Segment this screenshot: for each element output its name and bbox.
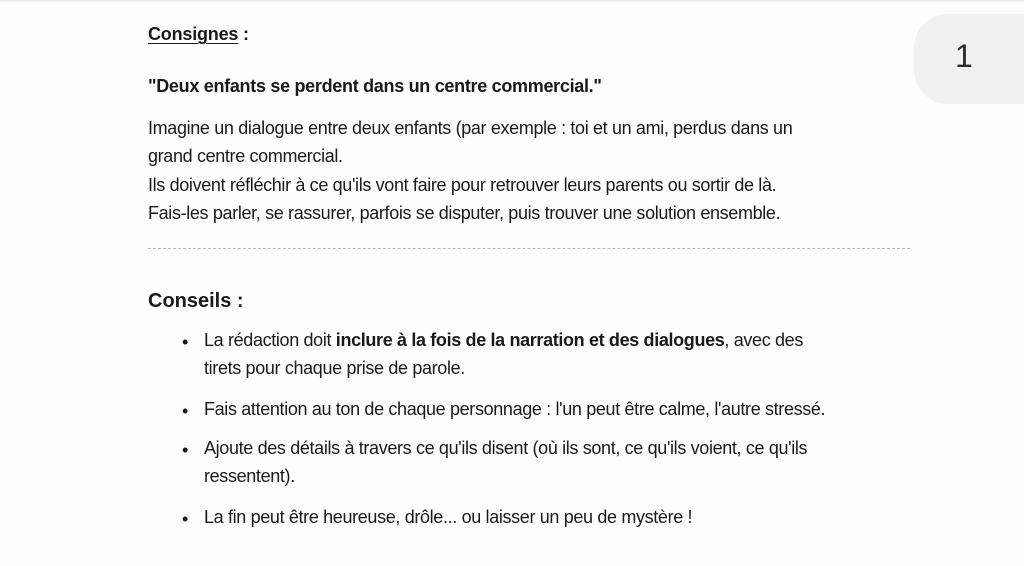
conseils-heading: Conseils :: [148, 290, 244, 312]
tip-4-line-1: La fin peut être heureuse, drôle... ou laisser un peu de mystère !: [204, 507, 693, 527]
tip-3-line-2: ressentent).: [204, 466, 295, 486]
tip-3-line-1: Ajoute des détails à travers ce qu'ils disent (où ils sont, ce qu'ils voient, ce qu'ils: [204, 438, 808, 458]
instruction-line-4: Fais-les parler, se rassurer, parfois se disputer, puis trouver une solution ensemble.: [148, 203, 781, 223]
consignes-heading: [148, 24, 249, 45]
tip-1-suffix: , avec des: [724, 330, 803, 350]
consignes-heading-colon: :: [238, 24, 249, 44]
bullet-2-icon: •: [182, 401, 189, 421]
tip-1-line-2: tirets pour chaque prise de parole.: [204, 358, 465, 378]
tip-2-line-1: Fais attention au ton de chaque personnage : l'un peut être calme, l'autre stressé.: [204, 399, 826, 419]
bullet-4-icon: •: [182, 509, 189, 529]
instruction-line-1: Imagine un dialogue entre deux enfants (par exemple : toi et un ami, perdus dans un: [148, 118, 793, 138]
bullet-3-icon: •: [182, 440, 189, 460]
assignment-quote: "Deux enfants se perdent dans un centre commercial.": [148, 76, 602, 96]
instruction-line-3: Ils doivent réfléchir à ce qu'ils vont faire pour retrouver leurs parents ou sortir de là.: [148, 175, 777, 195]
bullet-1-icon: •: [182, 332, 189, 352]
tip-1-bold: inclure à la fois de la narration et des dialogues: [335, 330, 725, 350]
page-number: 1: [955, 38, 973, 74]
consignes-heading-text: Consignes: [148, 24, 239, 44]
section-divider: [148, 248, 910, 249]
tip-1-prefix: La rédaction doit: [204, 330, 336, 350]
instruction-line-2: grand centre commercial.: [148, 146, 343, 166]
page-top-edge: [0, 0, 1024, 3]
tip-1-line-1: [204, 326, 803, 354]
